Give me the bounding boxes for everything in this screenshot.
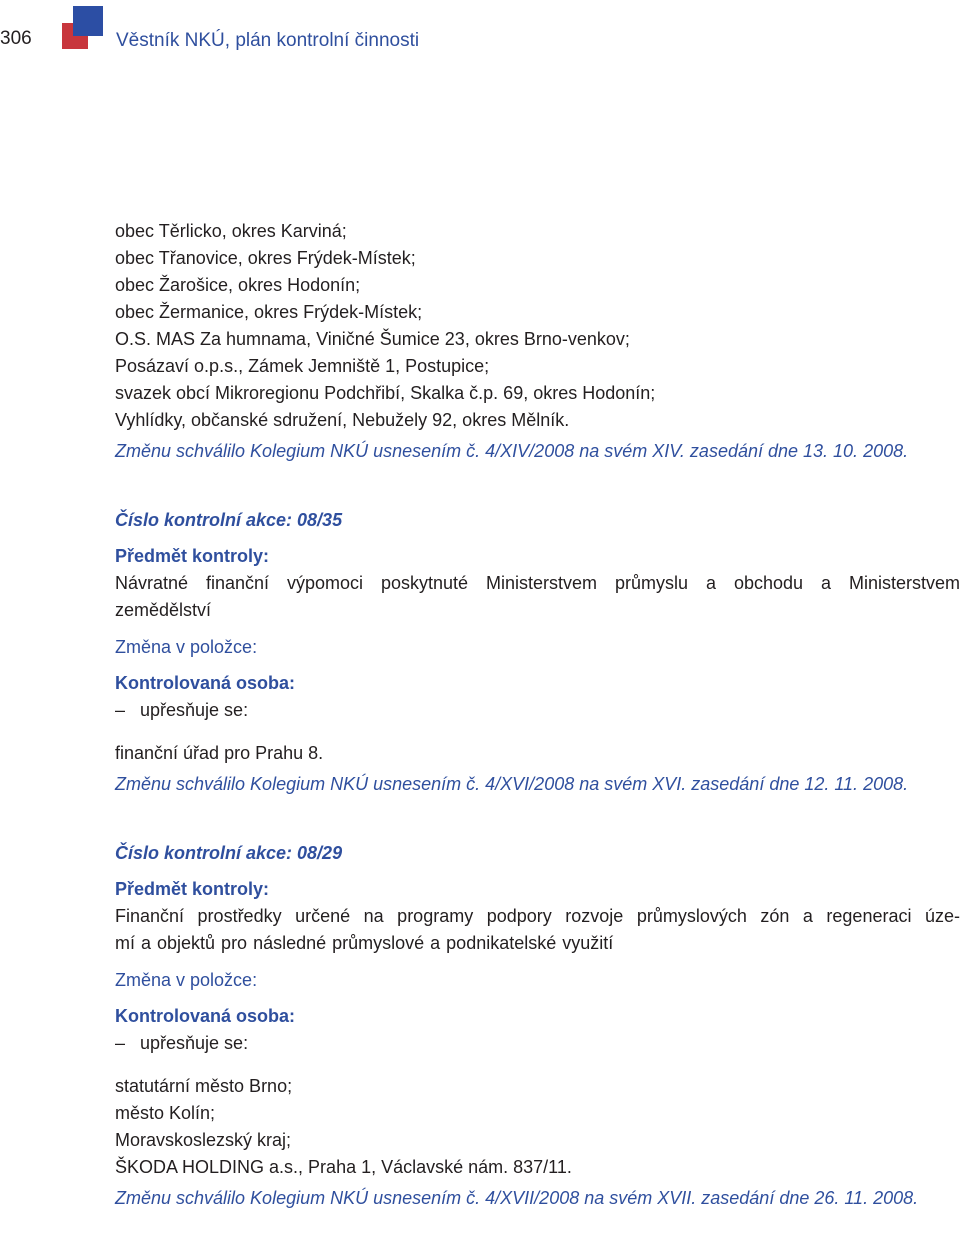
specification-text: upřesňuje se: xyxy=(140,1033,249,1053)
dash-marker: – xyxy=(115,1033,126,1053)
subject-line: Návratné finanční výpomoci poskytnuté Ministerstvem průmyslu a obchodu a Ministerstvem xyxy=(115,573,960,593)
audited-person-label: Kontrolovaná osoba: xyxy=(115,673,296,693)
list-item: obec Třanovice, okres Frýdek-Místek; xyxy=(115,248,416,268)
list-item: Moravskoslezský kraj; xyxy=(115,1130,292,1150)
list-item: finanční úřad pro Prahu 8. xyxy=(115,743,324,763)
list-item: ŠKODA HOLDING a.s., Praha 1, Václavské nám. 837/11. xyxy=(115,1157,572,1177)
page-number: 306 xyxy=(0,28,32,49)
nku-logo xyxy=(62,6,104,48)
list-item: Posázaví o.p.s., Zámek Jemniště 1, Postupice; xyxy=(115,356,490,376)
audit-number-heading: Číslo kontrolní akce: 08/35 xyxy=(115,510,343,530)
audited-person-label: Kontrolovaná osoba: xyxy=(115,1006,296,1026)
list-item: obec Těrlicko, okres Karviná; xyxy=(115,221,347,241)
audit-section-08-29 xyxy=(115,840,960,1212)
logo-blue-square xyxy=(73,6,103,36)
approval-note: Změnu schválilo Kolegium NKÚ usnesením č. 4/XIV/2008 na svém XIV. zasedání dne 13. 10. 2008. xyxy=(115,441,909,461)
audited-persons-list xyxy=(115,1073,960,1181)
approval-note: Změnu schválilo Kolegium NKÚ usnesením č. 4/XVI/2008 na svém XVI. zasedání dne 12. 11. 2008. xyxy=(115,774,909,794)
page-header xyxy=(0,0,960,60)
audited-entities-list xyxy=(115,218,960,434)
dash-marker: – xyxy=(115,700,126,720)
subject-line: Finanční prostředky určené na programy podpory rozvoje průmyslových zón a regeneraci úze- xyxy=(115,906,960,926)
audited-persons-list xyxy=(115,740,960,767)
subject-text xyxy=(115,903,960,957)
list-item: obec Žermanice, okres Frýdek-Místek; xyxy=(115,302,423,322)
change-label: Změna v položce: xyxy=(115,970,258,990)
subject-label: Předmět kontroly: xyxy=(115,879,270,899)
change-label: Změna v položce: xyxy=(115,637,258,657)
list-item: město Kolín; xyxy=(115,1103,216,1123)
list-item: statutární město Brno; xyxy=(115,1076,293,1096)
document-body xyxy=(115,218,960,1212)
list-item: Vyhlídky, občanské sdružení, Nebužely 92, okres Mělník. xyxy=(115,410,570,430)
specification-line xyxy=(115,697,960,724)
audit-number-heading: Číslo kontrolní akce: 08/29 xyxy=(115,843,343,863)
subject-line: zemědělství xyxy=(115,600,212,620)
subject-text xyxy=(115,570,960,624)
specification-line xyxy=(115,1030,960,1057)
list-item: svazek obcí Mikroregionu Podchřibí, Skalka č.p. 69, okres Hodonín; xyxy=(115,383,656,403)
audit-section-08-35 xyxy=(115,507,960,798)
list-item: obec Žarošice, okres Hodonín; xyxy=(115,275,361,295)
subject-line: mí a objektů pro následné průmyslové a podnikatelské využití xyxy=(115,933,614,953)
approval-note: Změnu schválilo Kolegium NKÚ usnesením č. 4/XVII/2008 na svém XVII. zasedání dne 26. 11. 2008. xyxy=(115,1188,919,1208)
list-item: O.S. MAS Za humnama, Viničné Šumice 23, okres Brno-venkov; xyxy=(115,329,630,349)
subject-label: Předmět kontroly: xyxy=(115,546,270,566)
journal-title: Věstník NKÚ, plán kontrolní činnosti xyxy=(116,30,420,51)
specification-text: upřesňuje se: xyxy=(140,700,249,720)
